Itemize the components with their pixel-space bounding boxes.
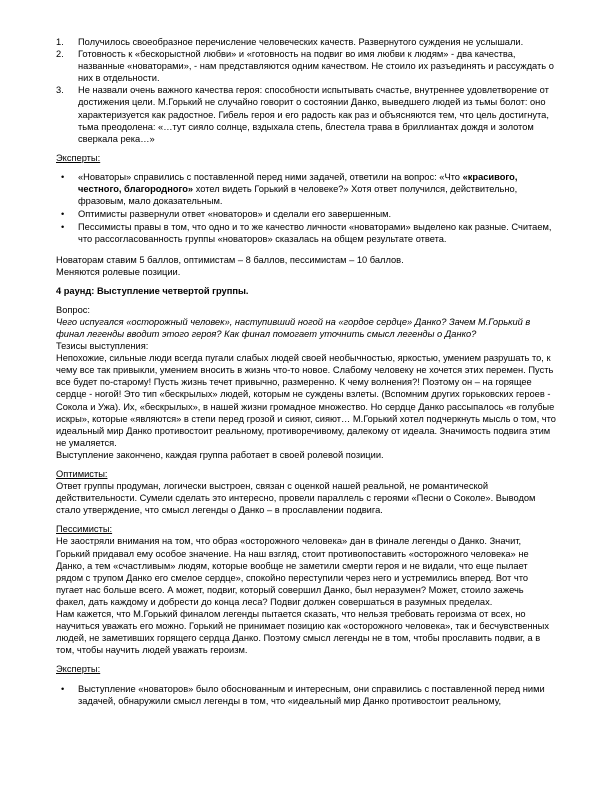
bullet-icon: • xyxy=(61,171,65,182)
question-text: Чего испугался «осторожный человек», наступивший ногой на «гордое сердце» Данко? Зачем М.Горький в финал легенды вводит этого героя? Как финал помогает уточнить смысл легенды о Данко? xyxy=(56,316,531,339)
list-item: 3. Не назвали очень важного качества героя: способности испытывать счастье, внутреннее удовлетворение от достижения цели. М.Горький не случайно говорит о состоянии Данко, выведшего людей из тьмы болот: оно характеризуется как радостное. Гибель героя и его радость как раз и объясняются тем, что цель достигнута, тьма преодолена: «…тут сияло солнце, вздыхала степь, блестела трава в бриллиантах дождя и золотом сверкала река…» xyxy=(56,85,549,144)
experts-heading: Эксперты: xyxy=(56,152,101,163)
theses-text: Непохожие, сильные люди всегда пугали слабых людей своей необычностью, яркостью, умением разрушать то, к чему все так привыкли, умением вносить в жизнь что-то новое. Слабому человеку не хочется этих перемен. Пусть все будет по-старому! Пусть жизнь течет привычно, размеренно. К чему волнения?! Поэтому он – на горящее сердце - ногой! Это тип «бескрылых» людей, которым не суждены взлеты. (Вспомним других горьковских героев - Сокола и Ужа). Их, «бескрылых», в нашей жизни громадное множество. Но сердце Данко рассыпалось «в голубые искры», которые «являются» в степи перед грозой и сияют, сияют… М.Горький хотел подчеркнуть мысль о том, что идеальный мир Данко противостоит реальному, противоречивому, далекому от идеала. Значимость подвига этим не умаляется. xyxy=(56,353,556,448)
round-title: 4 раунд: Выступление четвертой группы. xyxy=(56,285,249,296)
pessimists-text-2: Нам кажется, что М.Горький финалом легенды пытается сказать, что нельзя требовать героизма от всех, но научиться уважать его можно. Горький не принимает позицию как «осторожного человека», так и бесчувственных людей, не заметивших горящего сердца Данко. Поэтому смысл легенды не в том, чтобы прославить подвиг, а в том, чтобы научить людей уважать героизм. xyxy=(56,609,549,656)
bullet-icon: • xyxy=(61,683,65,694)
optimists-heading: Оптимисты: xyxy=(56,469,108,479)
theses-label: Тезисы выступления: xyxy=(56,341,149,352)
numbered-list xyxy=(56,36,556,145)
list-item: • Оптимисты развернули ответ «новаторов» и сделали его завершенным. xyxy=(61,209,392,220)
theses-end: Выступление закончено, каждая группа работает в своей ролевой позиции. xyxy=(56,449,384,460)
list-item: 1. Получилось своеобразное перечисление человеческих качеств. Развернутого суждения не услышали. xyxy=(56,37,524,47)
pessimists-text: Не заостряли внимания на том, что образ «осторожного человека» дан в финале легенды о Данко. Значит, Горький придавал ему особое значение. На наш взгляд, стоит противопоставить «осторожного человека» не Данко, а тем «счастливым» людям, которые вообще не заметили смерти героя и не видали, что еще пылает рядом с трупом Данко его смелое сердце», спокойно переступили через него и устремились вперед. Вот что пугает нас больше всего. А может, подвиг, который совершил Данко, был неразумен? Может, стоило зажечь факел, дать каждому и добрести до конца леса? Подвиг должен совершаться в разумных пределах. xyxy=(56,536,529,607)
roles-text: Меняются ролевые позиции. xyxy=(56,266,181,277)
experts-list-2 xyxy=(56,683,556,707)
list-item: • Пессимисты правы в том, что одно и то же качество личности «новаторами» выделено как разные. Считаем, что рассогласованность группы «новаторов» сказалась на общем результате ответа. xyxy=(61,222,552,245)
scores-text: Новаторам ставим 5 баллов, оптимистам – 8 баллов, пессимистам – 10 баллов. xyxy=(56,254,404,265)
experts-heading-2: Эксперты: xyxy=(56,664,101,675)
list-item: 2. Готовность к «бескорыстной любви» и «готовность на подвиг во имя любви к людям» - два качества, названные «новаторами», - нам представляются одним качеством. Не стоило их разъединять и рассуждать о них в отдельности. xyxy=(56,49,554,84)
list-item: • Выступление «новаторов» было обоснованным и интересным, они справились с поставленной перед ними задачей, обнаружили смысл легенды в том, что «идеальный мир Данко противостоит реальному, xyxy=(61,683,545,706)
bullet-icon: • xyxy=(61,222,65,233)
pessimists-heading: Пессимисты: xyxy=(56,524,113,535)
experts-list xyxy=(56,171,556,246)
optimists-text: Ответ группы продуман, логически выстроен, связан с оценкой нашей реальной, не романтической действительности. Сумели сделать это интересно, провели параллель с героями «Песни о Соколе». Выводом стало утверждение, что смысл легенды о Данко – в прославлении подвига. xyxy=(56,481,536,516)
document-page xyxy=(56,36,556,708)
list-item: • «Новаторы» справились с поставленной перед ними задачей, ответили на вопрос: «Что «красивого, честного, благородного» хотел видеть Горький в человеке?» Хотя ответ получился, действительно, фразовым, мало доказательным. xyxy=(61,171,518,207)
bullet-icon: • xyxy=(61,209,65,220)
question-label: Вопрос: xyxy=(56,304,90,315)
